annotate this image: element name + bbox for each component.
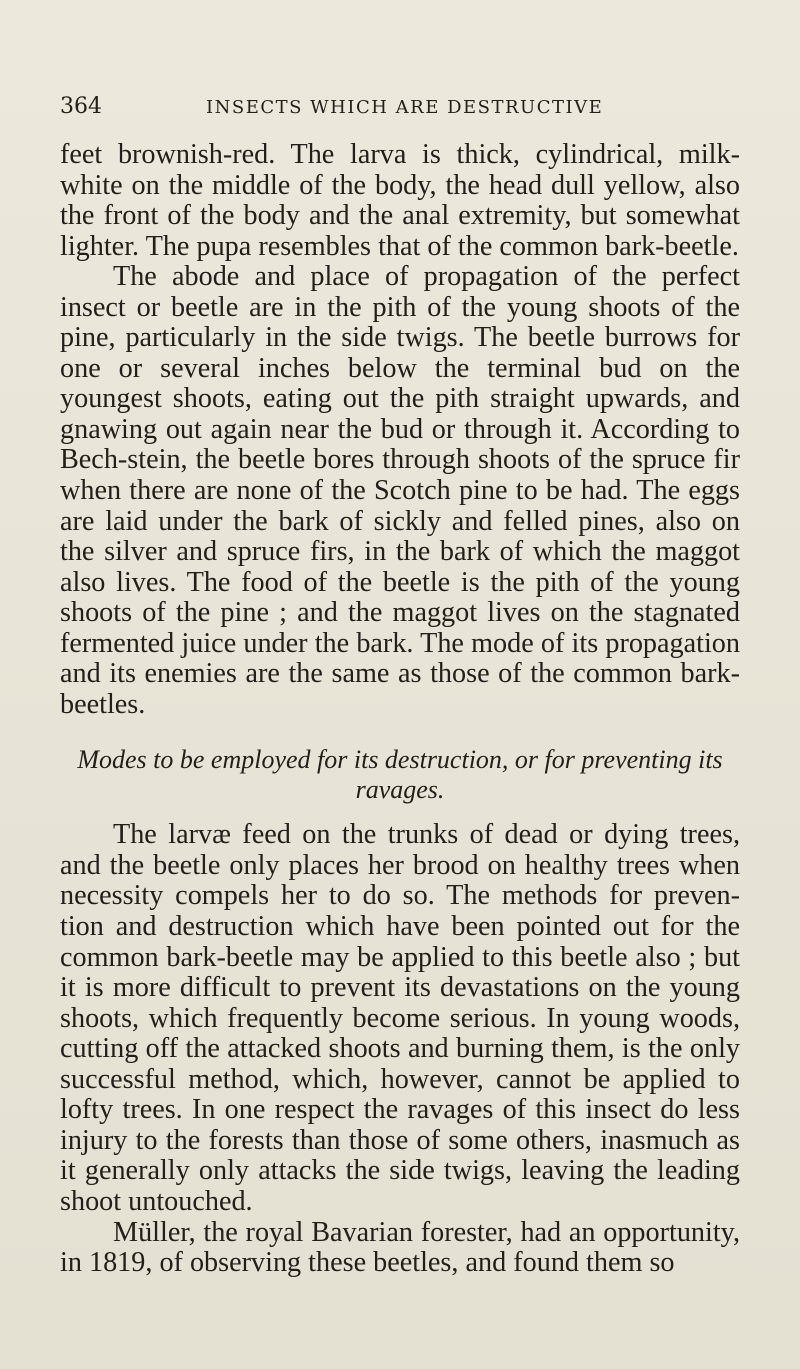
paragraph-destruction-methods: The larvæ feed on the trunks of dead or dying trees, and the beetle only places her brood on healthy trees when necessity compels her to do so. The methods for preven-tion and destruction which have been pointed out for the common bark-beetle may be applied to this beetle also ; but it is more difficult to prevent its devastations on the young shoots, which frequently become serious. In young woods, cutting off the attacked shoots and burning them, is the only successful method, which, however, cannot be applied to lofty trees. In one respect the ravages of this insect do less injury to the forests than those of some others, inasmuch as it generally only attacks the side twigs, leaving the leading shoot untouched. (60, 819, 740, 1217)
paragraph-muller: Müller, the royal Bavarian forester, had an opportunity, in 1819, of observing these beetles, and found them so (60, 1216, 740, 1279)
section-heading: Modes to be employed for its destruction, or for preventing its ravages. (77, 745, 723, 805)
paragraph-abode-propagation: The abode and place of propagation of the perfect insect or beetle are in the pith of the young shoots of the pine, particularly in the side twigs. The beetle burrows for one or several inches below the terminal bud on the youngest shoots, eating out the pith straight upwards, and gnawing out again near the bud or through it. According to Bech-stein, the beetle bores through shoots of the spruce fir when there are none of the Scotch pine to be had. The eggs are laid under the bark of sickly and felled pines, also on the silver and spruce firs, in the bark of which the maggot also lives. The food of the beetle is the pith of the young shoots of the pine ; and the maggot lives on the stagnated fermented juice under the bark. The mode of its propagation and its enemies are the same as those of the common bark-beetles. (60, 261, 740, 720)
paragraph-larva-description: feet brownish-red. The larva is thick, cylindrical, milk-white on the middle of the body, the head dull yellow, also the front of the body and the anal extremity, but somewhat lighter. The pupa resembles that of the common bark-beetle. (60, 139, 740, 262)
running-head (60, 94, 740, 124)
body-text (60, 140, 740, 1279)
running-title: INSECTS WHICH ARE DESTRUCTIVE (206, 97, 604, 118)
page-number: 364 (60, 94, 102, 119)
